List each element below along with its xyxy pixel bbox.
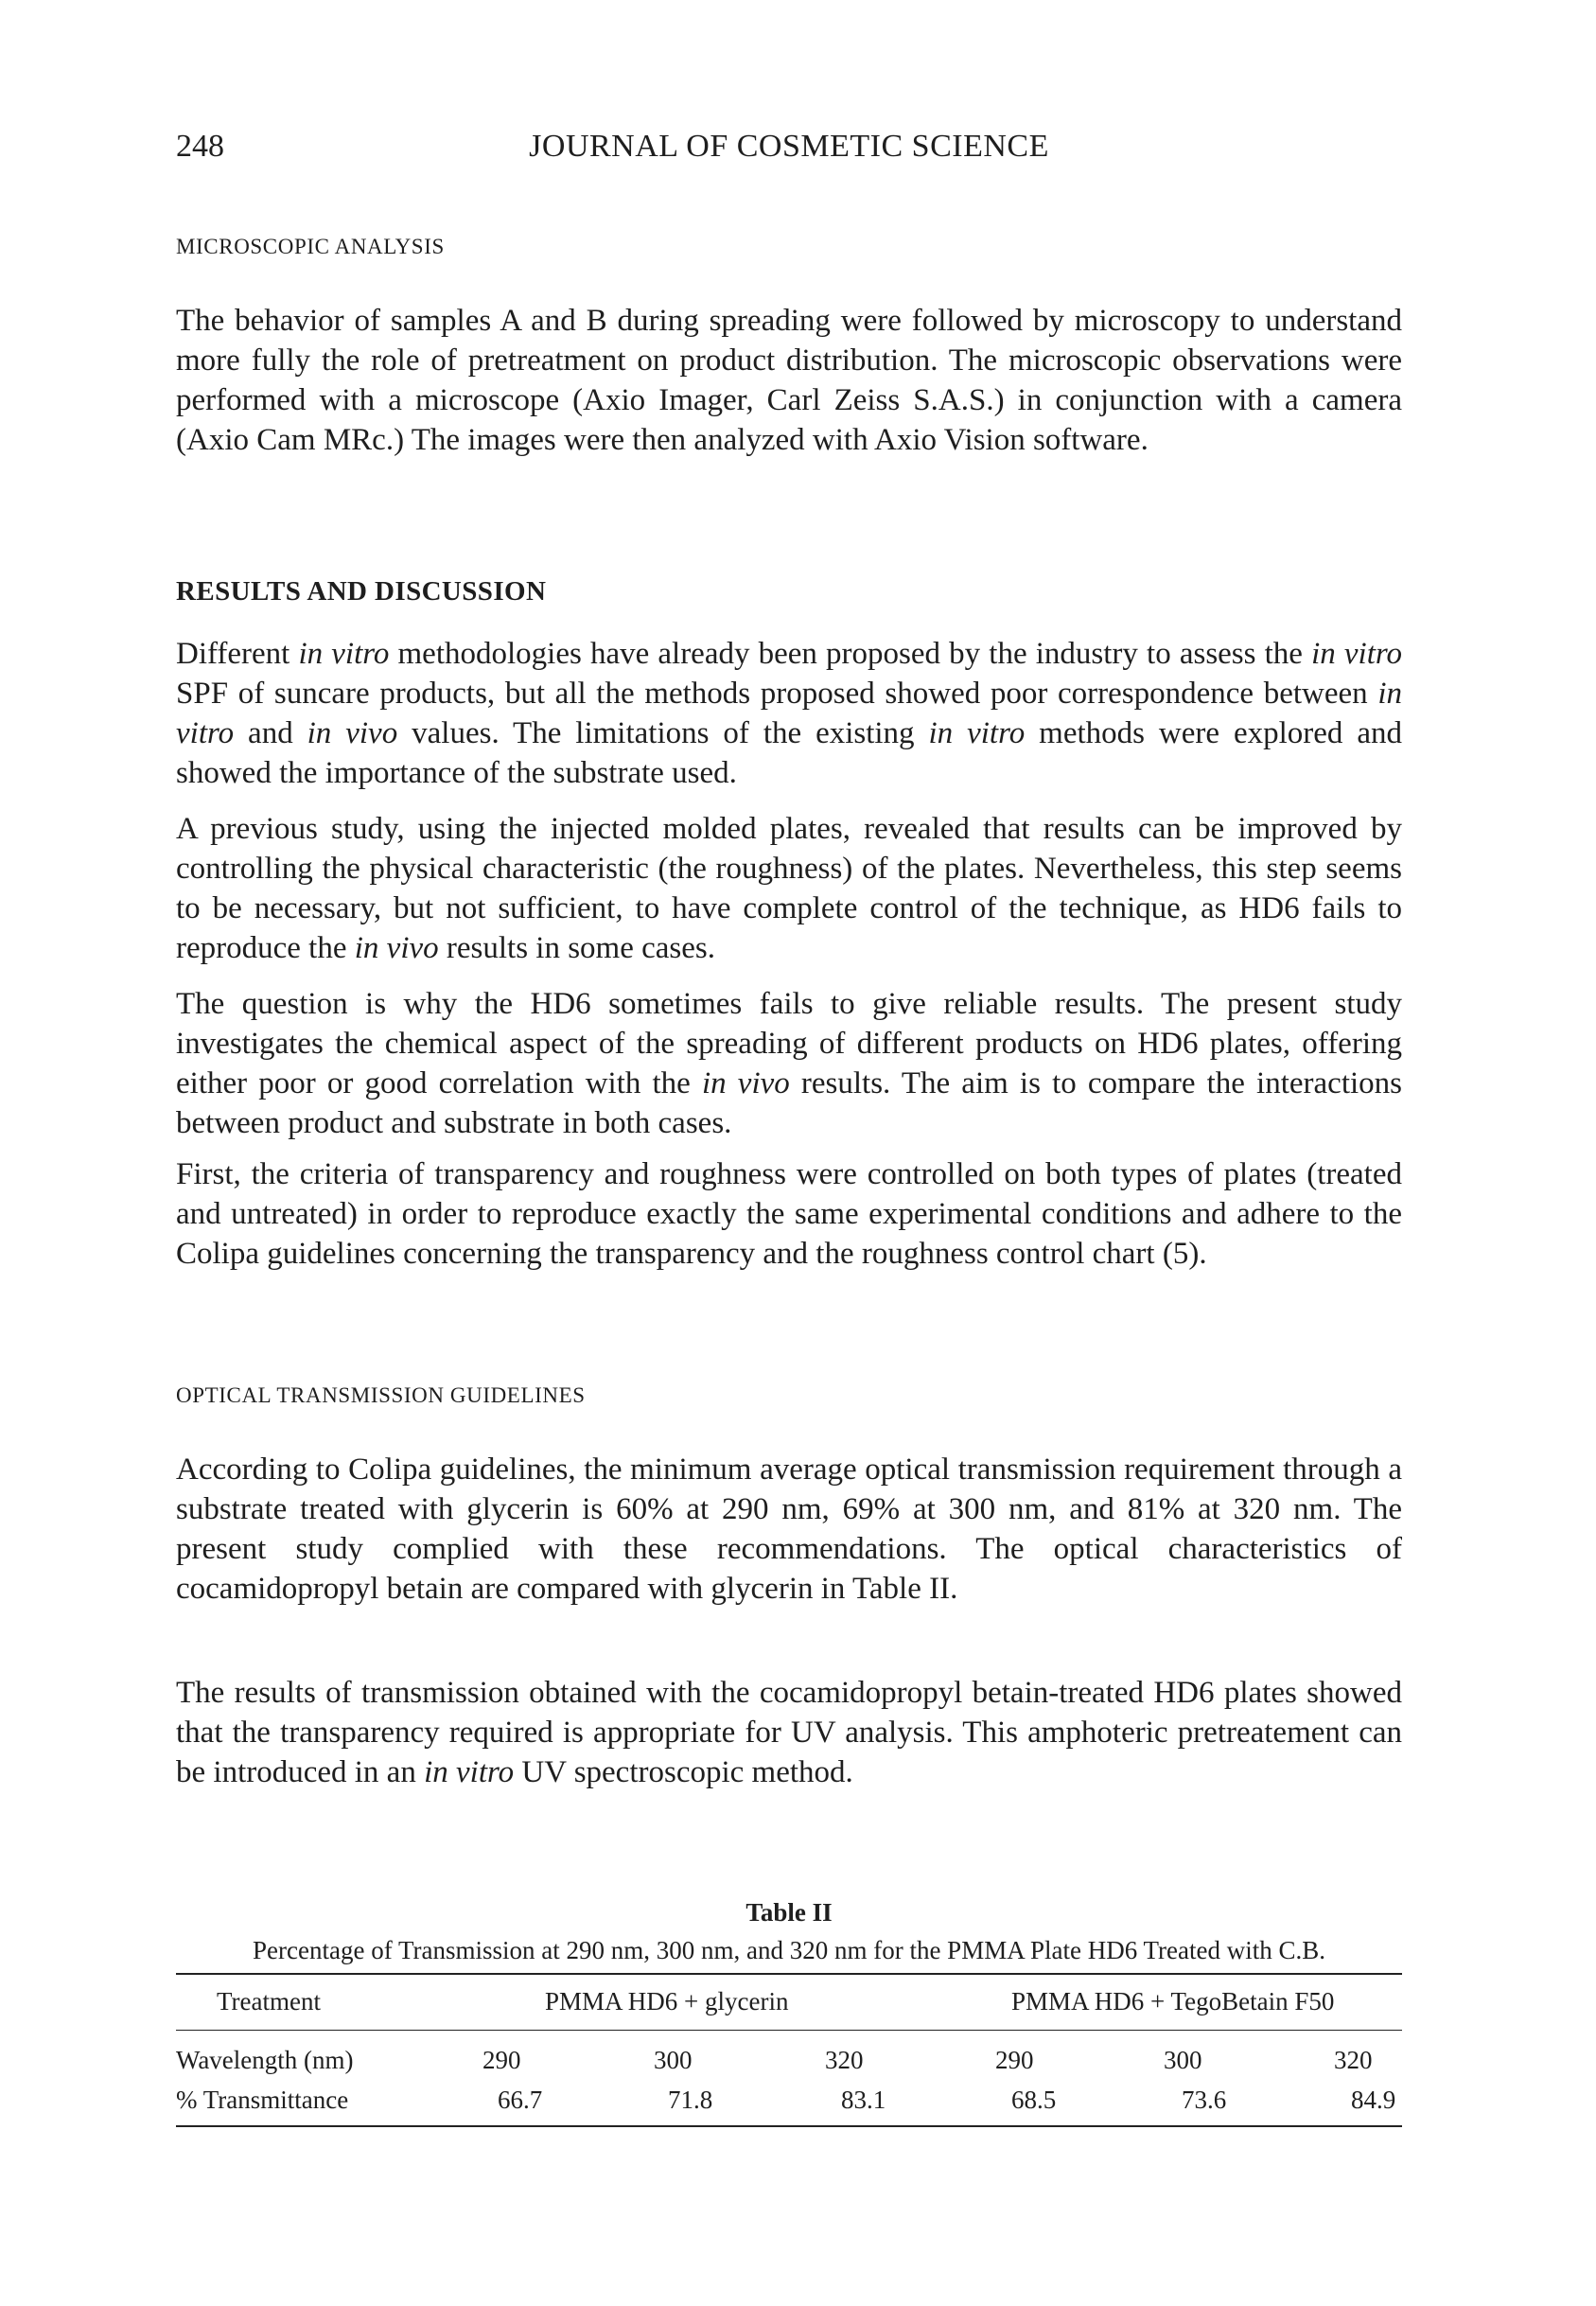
optical-paragraph-2: The results of transmission obtained with the cocamidopropyl betain-treated HD6 plates showed that the transparency required is appropriate for UV analysis. This amphoteric pretreatement can be introduced in an in vitro UV spectroscopic method. [176,1676,1402,1789]
results-paragraph-3: The question is why the HD6 sometimes fails to give reliable results. The present study investigates the chemical aspect of the spreading of different products on HD6 plates, offering either poor or good correlation with the in vivo results. The aim is to compare the interactions between product and substrate in both cases. [176,987,1403,1140]
table-header-treatment: Treatment [217,1987,321,2016]
table-header-glycerin: PMMA HD6 + glycerin [545,1987,789,2016]
table-header-tegobetain: PMMA HD6 + TegoBetain F50 [1011,1987,1335,2016]
table-top-rule [176,1973,1402,1975]
transmittance-cell: 71.8 [668,2086,713,2114]
wavelength-cell: 300 [654,2046,693,2074]
table-bottom-rule [176,2125,1402,2127]
results-paragraph-2: A previous study, using the injected molded plates, revealed that results can be improved by controlling the physical characteristic (the roughness) of the plates. Nevertheless, this step seems to be necessary, but not sufficient, to have complete control of the technique, as HD6 fails to reproduce the in vivo results in some cases. [176,812,1402,965]
transmittance-cell: 84.9 [1351,2086,1396,2114]
transmittance-label: % Transmittance [176,2086,349,2114]
running-header [176,129,1402,170]
wavelength-cell: 300 [1164,2046,1202,2074]
page-number: 248 [176,129,224,164]
microscopic-paragraph: The behavior of samples A and B during spreading were followed by microscopy to understand more fully the role of pretreatment on product distribution. The microscopic observations were performed with a microscope (Axio Imager, Carl Zeiss S.A.S.) in conjunction with a camera (Axio Cam MRc.) The images were then analyzed with Axio Vision software. [176,304,1402,457]
results-paragraph-4: First, the criteria of transparency and roughness were controlled on both types of plates (treated and untreated) in order to reproduce exactly the same experimental conditions and adhere to the Colipa guidelines concerning the transparency and the roughness control chart (5). [176,1157,1402,1271]
journal-page [176,0,1402,2306]
wavelength-cell: 290 [995,2046,1034,2074]
wavelength-label: Wavelength (nm) [176,2046,354,2074]
results-heading: RESULTS AND DISCUSSION [176,576,547,607]
transmittance-cell: 68.5 [1011,2086,1057,2114]
table-title: Table II [745,1898,833,1927]
wavelength-cell: 320 [1334,2046,1373,2074]
wavelength-cell: 290 [482,2046,521,2074]
transmittance-cell: 83.1 [841,2086,886,2114]
table-header-rule [176,2030,1402,2031]
journal-title: JOURNAL OF COSMETIC SCIENCE [529,129,1049,164]
table-caption: Percentage of Transmission at 290 nm, 300 nm, and 320 nm for the PMMA Plate HD6 Treated with C.B. [253,1936,1325,1964]
results-paragraph-1: Different in vitro methodologies have already been proposed by the industry to assess the in vitro SPF of suncare products, but all the methods proposed showed poor correspondence between in vitro and in vivo values. The limitations of the existing in vitro methods were explored and showed the importance of the substrate used. [176,637,1403,790]
transmittance-cell: 66.7 [498,2086,543,2114]
wavelength-cell: 320 [825,2046,864,2074]
optical-paragraph-1: According to Colipa guidelines, the minimum average optical transmission requirement through a substrate treated with glycerin is 60% at 290 nm, 69% at 300 nm, and 81% at 320 nm. The present study complied with these recommendations. The optical characteristics of cocamidopropyl betain are compared with glycerin in Table II. [176,1452,1402,1606]
transmittance-cell: 73.6 [1182,2086,1227,2114]
microscopic-analysis-heading: MICROSCOPIC ANALYSIS [176,235,445,258]
optical-transmission-heading: OPTICAL TRANSMISSION GUIDELINES [176,1383,586,1407]
